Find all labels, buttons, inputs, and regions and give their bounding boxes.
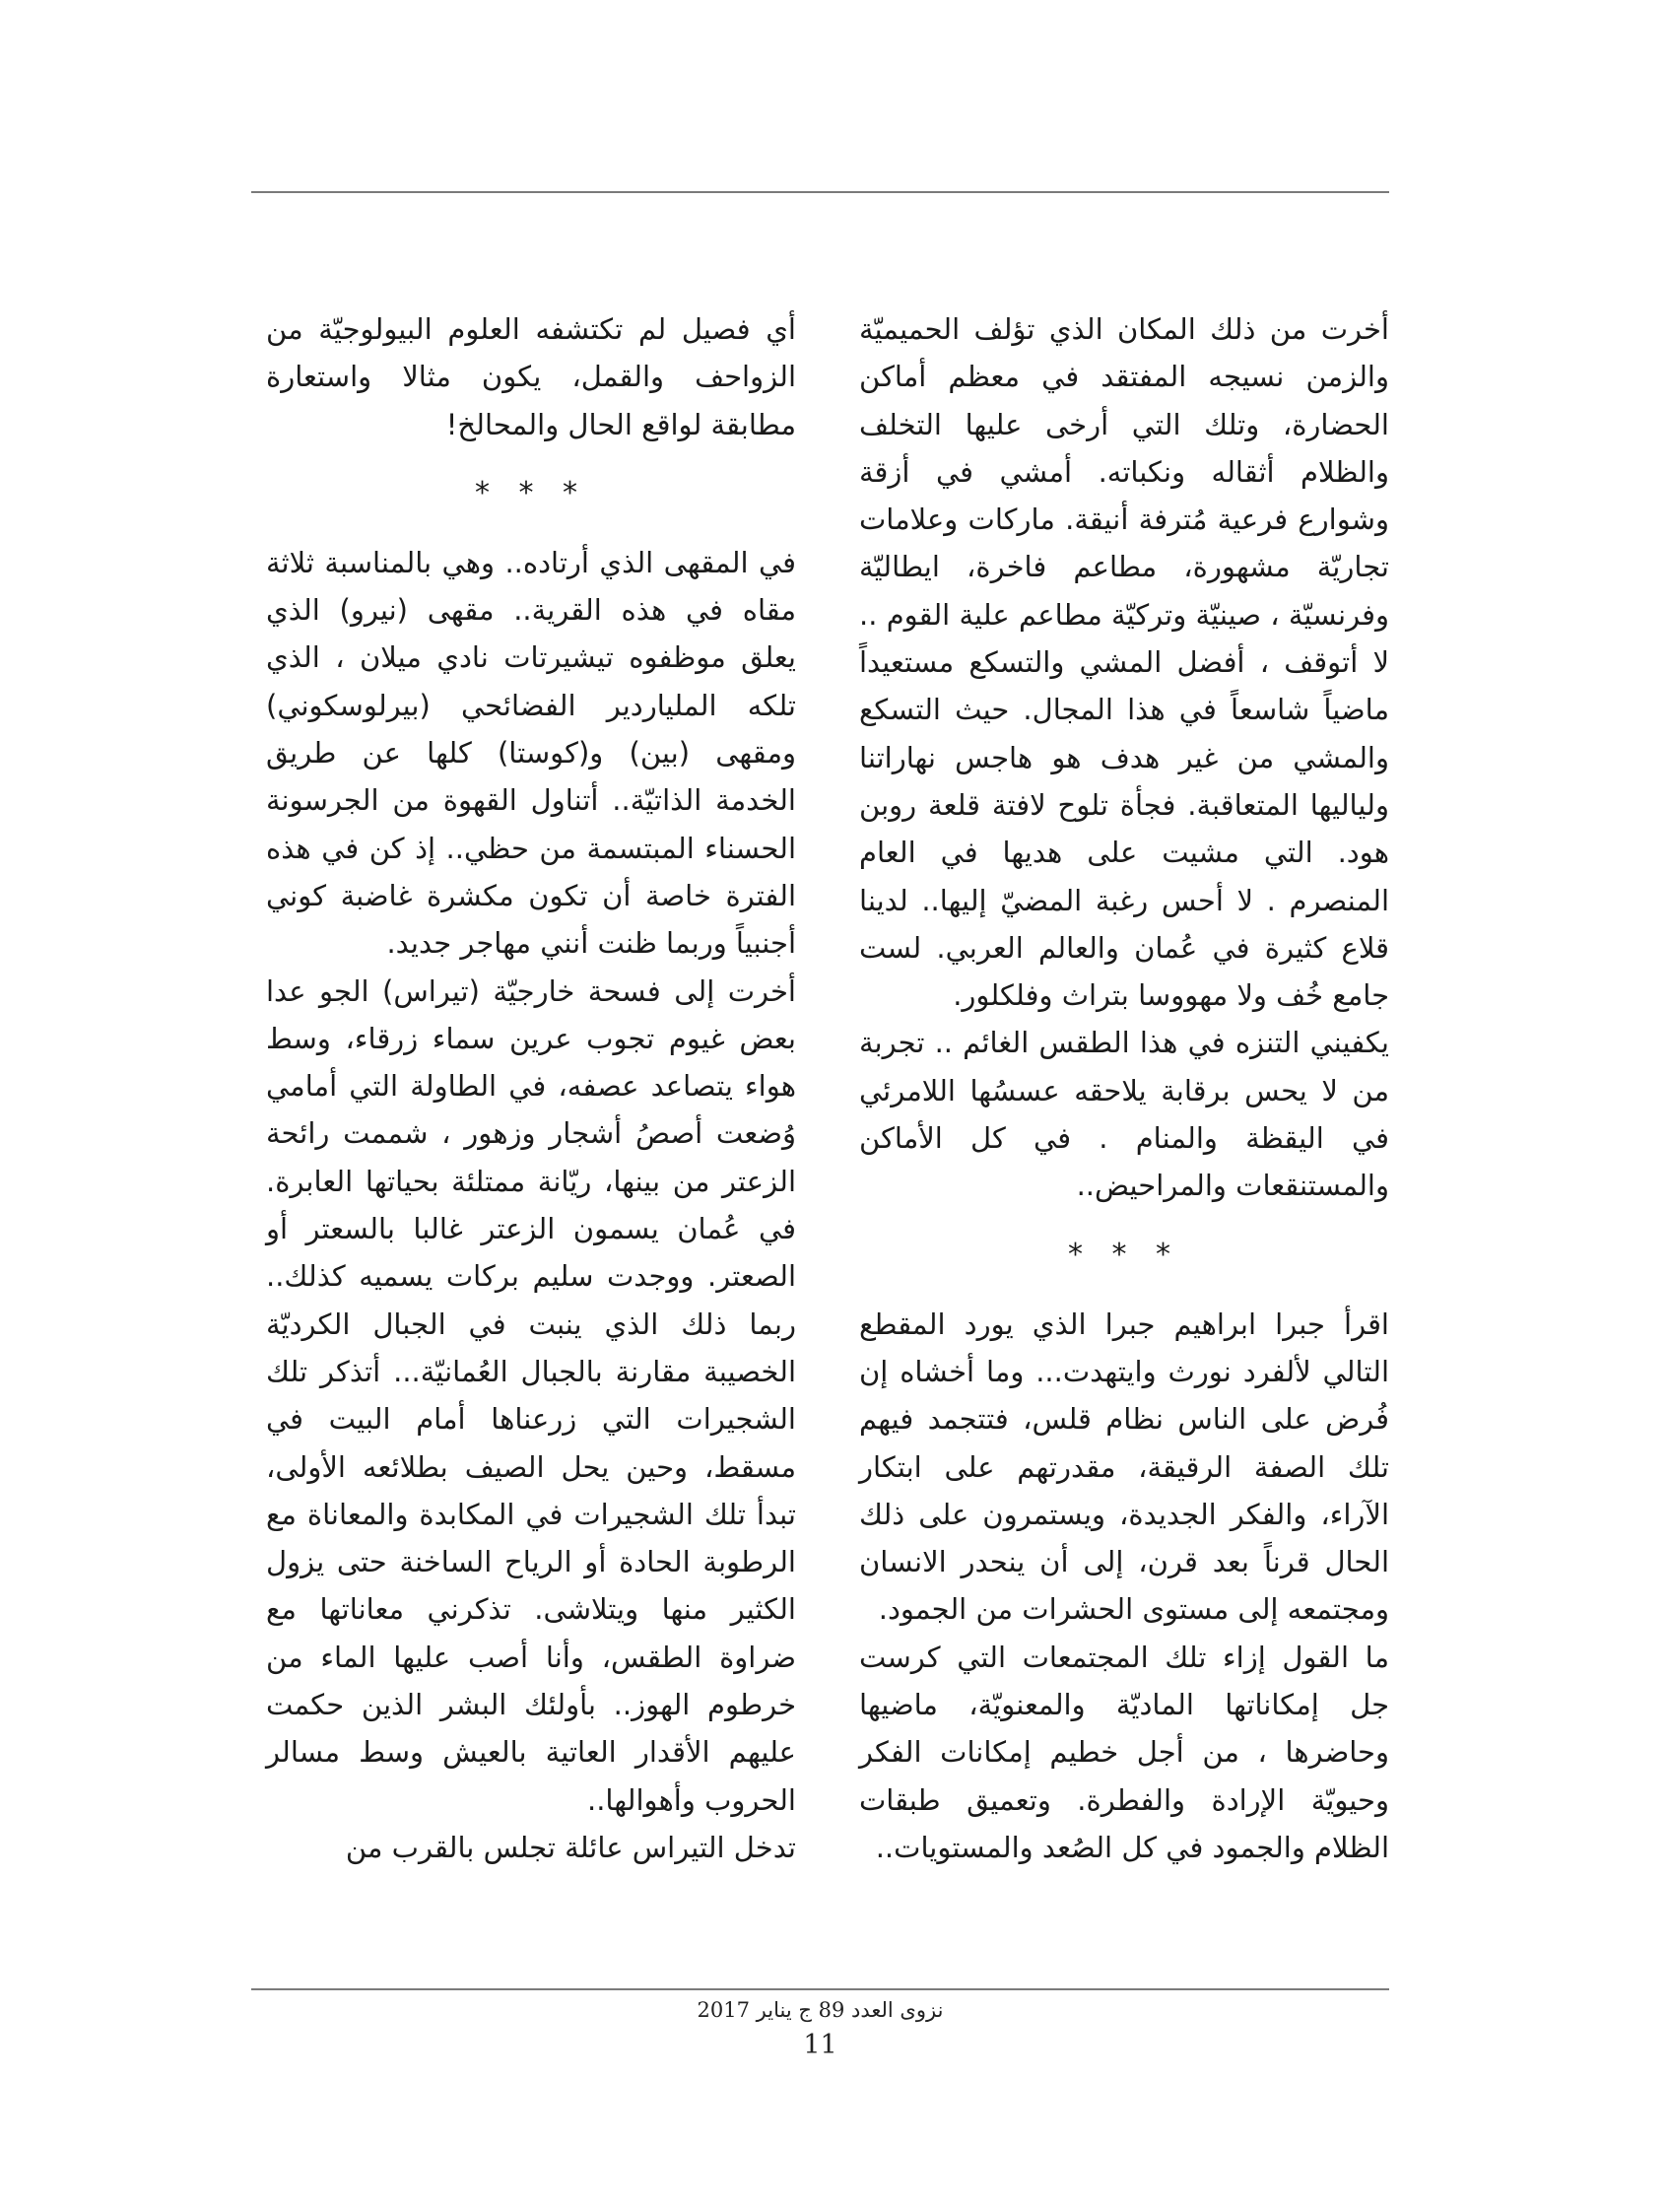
body-paragraph: اقرأ جبرا ابراهيم جبرا الذي يورد المقطع التالي لألفرد نورث وايتهدت... وما أخشاه إن فُرض على الناس نظام قلس، فتتجمد فيهم تلك الصفة الرقيقة، مقدرتهم على ابتكار الآراء، والفكر الجديدة، ويستمرون على ذلك الحال قرناً بعد قرن، إلى أن ينحدر الانسان ومجتمعه إلى مستوى الحشرات من الجمود. — [859, 1307, 1389, 1627]
section-separator: * * * — [1067, 1237, 1181, 1272]
body-paragraph: أخرت من ذلك المكان الذي تؤلف الحميميّة والزمن نسيجه المفتقد في معظم أماكن الحضارة، وتلك التي أرخى عليها التخلف والظلام أثقاله ونكباته. أمشي في أزقة وشوارع فرعية مُترفة أنيقة. ماركات وعلامات تجاريّة مشهورة، مطاعم فاخرة، ايطاليّة وفرنسيّة ، صينيّة وتركيّة مطاعم علية القوم .. لا أتوقف ، أفضل المشي والتسكع مستعيداً ماضياً شاسعاً في هذا المجال. حيث التسكع والمشي من غير هدف هو هاجس نهاراتنا ولياليها المتعاقبة. فجأة تلوح لافتة قلعة روبن هود. التي مشيت على هديها في العام المنصرم . لا أحس رغبة المضيّ إليها.. لدينا قلاع كثيرة في عُمان والعالم العربي. لست جامع خُف ولا مهووسا بتراث وفلكلور. — [859, 312, 1389, 1013]
footer-issue-line: نزوى العدد 89 ج يناير 2017 — [697, 1998, 944, 2022]
body-paragraph: يكفيني التنزه في هذا الطقس الغائم .. تجربة من لا يحس برقابة يلاحقه عسسُها اللامرئي في اليقظة والمنام . في كل الأماكن والمستنقعات والمراحيض.. — [859, 1026, 1389, 1203]
body-paragraph: أي فصيل لم تكتشفه العلوم البيولوجيّة من الزواحف والقمل، يكون مثالا واستعارة مطابقة لواقع الحال والمحالخ! — [266, 312, 796, 441]
page-number: 11 — [803, 2030, 837, 2060]
section-separator: * * * — [474, 475, 588, 510]
footer-divider — [251, 1988, 1389, 1990]
body-paragraph: ما القول إزاء تلك المجتمعات التي كرست جل إمكاناتها الماديّة والمعنويّة، ماضيها وحاضرها ، من أجل خطيم إمكانات الفكر وحيويّة الإرادة والفطرة. وتعميق طبقات الظلام والجمود في كل الصُعد والمستويات.. — [859, 1640, 1389, 1864]
body-paragraph: أخرت إلى فسحة خارجيّة (تيراس) الجو عدا بعض غيوم تجوب عرين سماء زرقاء، وسط هواء يتصاعد عصفه، في الطاولة التي أمامي وُضعت أصصُ أشجار وزهور ، شممت رائحة الزعتر من بينها، ريّانة ممتلئة بحياتها العابرة. في عُمان يسمون الزعتر غالبا بالسعتر أو الصعتر. ووجدت سليم بركات يسميه كذلك.. ربما ذلك الذي ينبت في الجبال الكرديّة الخصيبة مقارنة بالجبال العُمانيّة... أتذكر تلك الشجيرات التي زرعناها أمام البيت في مسقط، وحين يحل الصيف بطلائعه الأولى، تبدأ تلك الشجيرات في المكابدة والمعاناة مع الرطوبة الحادة أو الرياح الساخنة حتى يزول الكثير منها ويتلاشى. تذكرني معاناتها مع ضراوة الطقس، وأنا أصب عليها الماء من خرطوم الهوز.. بأولئك البشر الذين حكمت عليهم الأقدار العاتية بالعيش وسط مسالر الحروب وأهوالها.. — [266, 973, 796, 1817]
body-paragraph: تدخل التيراس عائلة تجلس بالقرب من — [345, 1830, 796, 1864]
right-column — [859, 305, 1389, 1871]
body-paragraph: في المقهى الذي أرتاده.. وهي بالمناسبة ثلاثة مقاه في هذه القرية.. مقهى (نيرو) الذي يعلق موظفوه تيشيرتات نادي ميلان ، الذي تلكه الملياردير الفضائحي (بيرلوسكوني) ومقهى (بين) و(كوستا) كلها عن طريق الخدمة الذاتيّة.. أتناول القهوة من الجرسونة الحسناء المبتسمة من حظي.. إذ كن في هذه الفترة خاصة أن تكون مكشرة غاضبة كوني أجنبياً وربما ظنت أنني مهاجر جديد. — [266, 545, 796, 961]
header-divider — [251, 191, 1389, 193]
left-column — [266, 305, 796, 1871]
